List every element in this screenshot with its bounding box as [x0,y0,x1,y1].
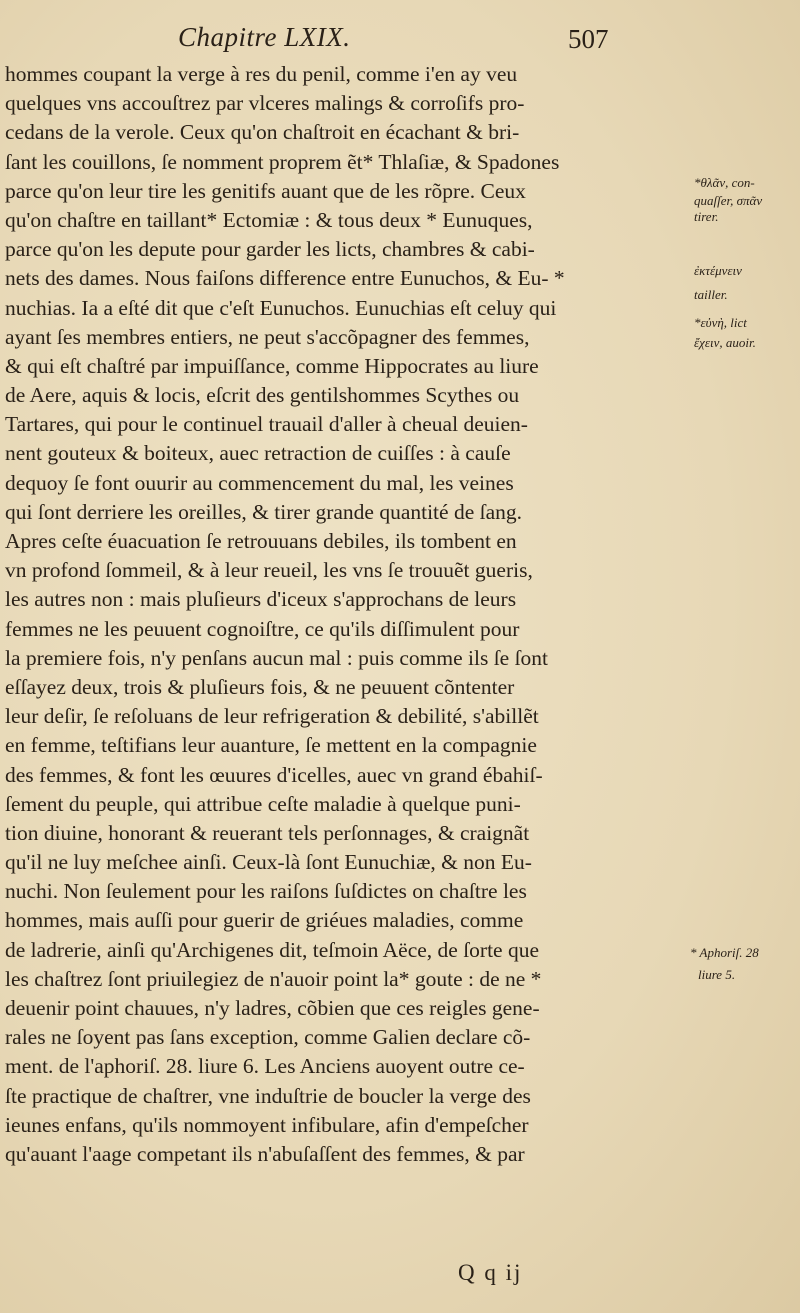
margin-note: ἐκτέμνειν [694,263,742,278]
text-line: & qui eſt chaſtré par impuiſſance, comme Hippocrates au liure [5,353,539,378]
text-line: deuenir point chauues, n'y ladres, cõbien que ces reigles gene- [5,996,540,1020]
text-line: de Aere, aquis & locis, eſcrit des gentilshommes Scythes ou [5,383,520,408]
text-line: hommes, mais auſſi pour guerir de griéues maladies, comme [5,908,524,933]
text-line: ſte practique de chaſtrer, vne induſtrie de boucler la verge des [5,1083,531,1108]
text-line: ment. de l'aphoriſ. 28. liure 6. Les Anciens auoyent outre ce- [5,1054,525,1079]
text-line: parce qu'on leur tire les genitifs auant que de les rõpre. Ceux [5,178,526,203]
text-line: tion diuine, honorant & reuerant tels perſonnages, & craignãt [5,820,530,845]
text-line: ſement du peuple, qui attribue ceſte maladie à quelque puni- [5,791,521,816]
text-line: la premiere fois, n'y penſans aucun mal : puis comme ils ſe ſont [5,645,549,670]
text-line: en femme, teſtifians leur auanture, ſe mettent en la compagnie [5,733,537,758]
text-line: ſant les couillons, ſe nomment proprem ẽt* Thlaſiæ, & Spadones [5,149,560,174]
text-line: vn profond ſommeil, & à leur reueil, les vns ſe trouuẽt gueris, [5,558,533,583]
text-line: qu'on chaſtre en taillant* Ectomiæ : & tous deux * Eunuques, [5,207,533,232]
text-line: qui ſont derriere les oreilles, & tirer grande quantité de ſang. [5,499,523,524]
text-line: leur deſir, ſe reſoluans de leur refrigeration & debilité, s'abillẽt [5,704,539,729]
text-line: des femmes, & font les œuures d'icelles, auec vn grand ébahiſ- [5,762,543,787]
text-line: les autres non : mais pluſieurs d'iceux s'approchans de leurs [5,587,517,612]
text-line: eſſayez deux, trois & pluſieurs fois, & ne peuuent cõntenter [5,674,515,699]
text-line: nuchi. Non ſeulement pour les raiſons ſuſdictes on chaſtre les [5,879,527,904]
text-line: qu'il ne luy meſchee ainſi. Ceux-là ſont Eunuchiæ, & non Eu- [5,850,532,875]
text-line: hommes coupant la verge à res du penil, comme i'en ay veu [5,62,518,86]
signature-mark: Q q ij [458,1260,523,1285]
margin-note: ἔχειν, auoir. [694,335,756,350]
text-line: Apres ceſte éuacuation ſe retrouuans debiles, ils tombent en [5,529,517,553]
page-header [0,14,800,62]
text-line: nuchias. Ia a eſté dit que c'eſt Eunuchos. Eunuchias eſt celuy qui [5,295,557,320]
margin-note: *εὐνὴ, lict [694,315,747,330]
margin-note: * Aphoriſ. 28 [690,945,759,960]
running-title: Chapitre LXIX. [178,22,351,52]
text-line: rales ne ſoyent pas ſans exception, comme Galien declare cõ- [5,1025,531,1050]
text-line: femmes ne les peuuent cognoiſtre, ce qu'ils diſſimulent pour [5,616,520,641]
text-line: cedans de la verole. Ceux qu'on chaſtroit en écachant & bri- [5,120,520,145]
text-line: ayant ſes membres entiers, ne peut s'accõpagner des femmes, [5,324,530,349]
margin-note: quaſſer, σπᾶν [694,193,763,208]
margin-note: tirer. [694,209,719,224]
text-line: parce qu'on les depute pour garder les licts, chambres & cabi- [5,237,535,262]
text-line: qu'auant l'aage competant ils n'abuſaſſent des femmes, & par [5,1141,525,1166]
page-number: 507 [568,24,609,54]
text-line: nent gouteux & boiteux, auec retraction de cuiſſes : à cauſe [5,441,511,466]
text-line: ieunes enfans, qu'ils nommoyent infibulare, afin d'empeſcher [5,1112,529,1137]
show-through-ink [620,1150,790,1260]
text-line: nets des dames. Nous faiſons difference entre Eunuchos, & Eu- * [5,266,565,291]
margin-note: liure 5. [698,967,736,982]
text-line: de ladrerie, ainſi qu'Archigenes dit, teſmoin Aëce, de ſorte que [5,937,540,962]
margin-note: *θλᾶν, con- [694,175,755,190]
body-text [5,60,645,1169]
text-line: les chaſtrez ſont priuilegiez de n'auoir point la* goute : de ne * [5,966,542,991]
text-line: Tartares, qui pour le continuel trauail d'aller à cheual deuien- [5,412,528,437]
margin-note: tailler. [694,287,728,302]
text-line: quelques vns accouſtrez par vlceres malings & corroſifs pro- [5,91,525,116]
text-line: dequoy ſe font ouurir au commencement du mal, les veines [5,470,514,495]
